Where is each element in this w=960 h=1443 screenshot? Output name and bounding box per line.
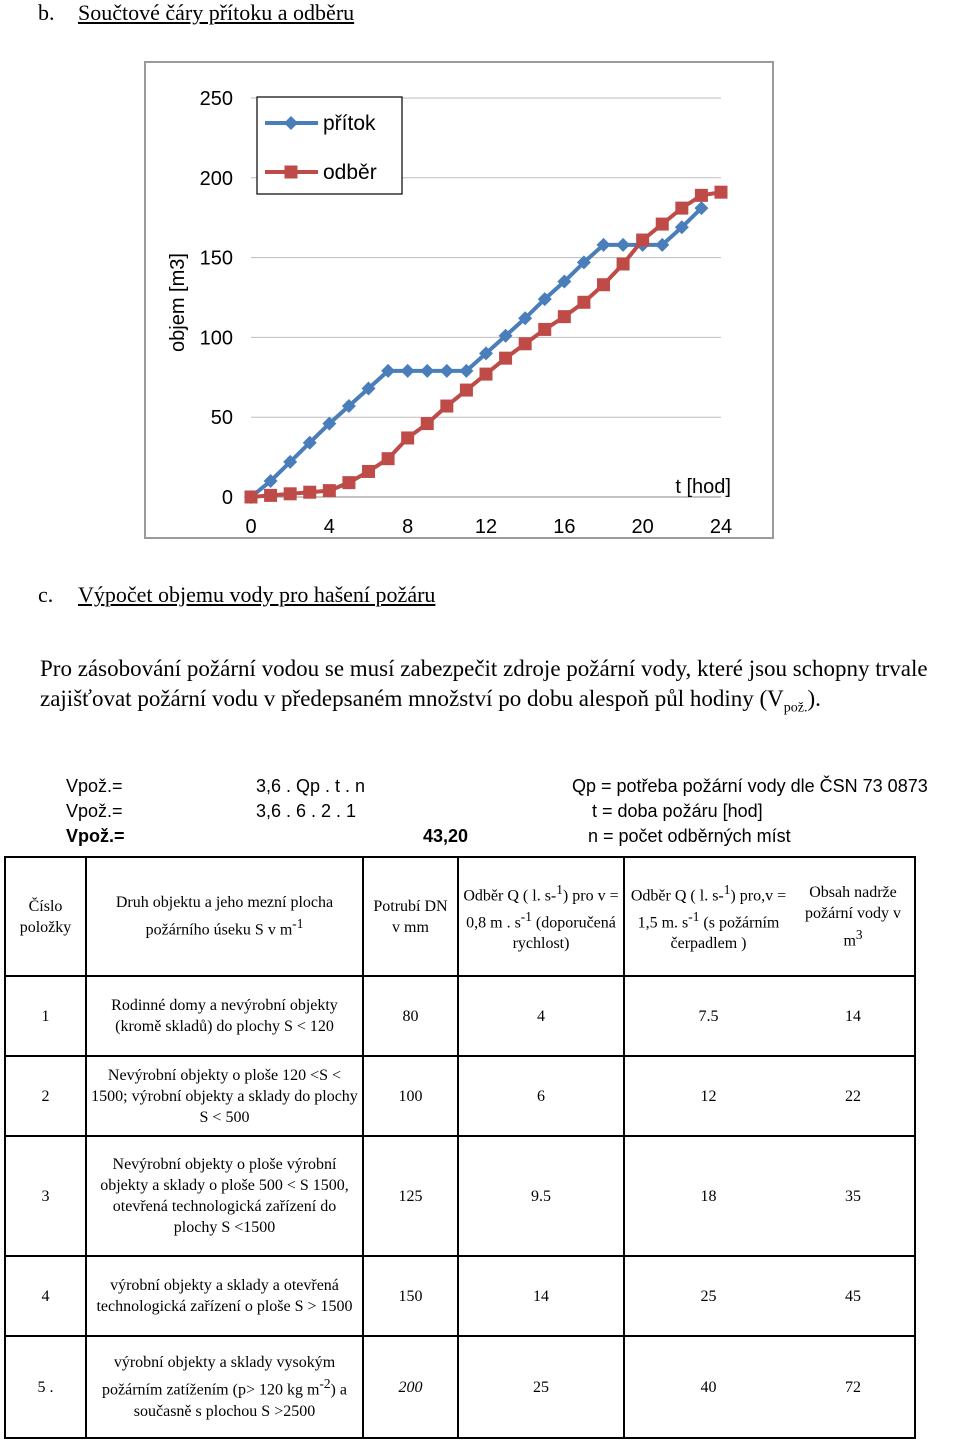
table-row (5, 1336, 915, 1438)
section-b-letter: b. (38, 0, 55, 25)
odber-point (695, 189, 708, 202)
pritok-point (401, 364, 415, 378)
row-dn: 150 (363, 1256, 458, 1336)
row-description: výrobní objekty a sklady a otevřená technologická zařízení o ploše S > 1500 (86, 1256, 363, 1336)
calc-legend-qp: Qp = potřeba požární vody dle ČSN 73 0873 (572, 776, 928, 796)
odber-point (362, 465, 375, 478)
odber-point (323, 484, 336, 497)
odber-point (284, 487, 297, 500)
table-row (5, 1056, 915, 1136)
odber-point (715, 186, 728, 199)
odber-point (264, 489, 277, 502)
calc-legend-t: t = doba požáru [hod] (592, 801, 763, 821)
odber-point (636, 234, 649, 247)
legend-odber-point (285, 166, 298, 179)
odber-point (440, 400, 453, 413)
row-description: Rodinné domy a nevýrobní objekty (kromě skladů) do plochy S < 120 (86, 976, 363, 1056)
calc-result: 43,20 (423, 826, 469, 846)
odber-line (251, 192, 721, 497)
calc-row1-label: Vpož.= (66, 776, 123, 796)
header-object-type: Druh objektu a jeho mezní plocha požárního úseku S v $m^{-1}$ (86, 857, 363, 976)
y-tick-label: 200 (199, 167, 233, 190)
row-flow-15: 25 (624, 1256, 792, 1336)
odber-point (421, 417, 434, 430)
row-dn: 125 (363, 1136, 458, 1256)
calc-row2-label: Vpož.= (66, 801, 123, 821)
row-volume: 35 (792, 1136, 915, 1256)
pritok-point (420, 364, 434, 378)
row-description: Nevýrobní objekty o ploše 120 <S < 1500; výrobní objekty a sklady do plochy S < 500 (86, 1056, 363, 1136)
row-volume: 14 (792, 976, 915, 1056)
x-tick-label: 0 (245, 516, 257, 537)
paragraph-end: ). (807, 686, 821, 711)
odber-point (303, 486, 316, 499)
odber-point (401, 431, 414, 444)
odber-point (499, 352, 512, 365)
x-axis-label: t [hod] (675, 476, 731, 498)
row-flow-08: 9.5 (458, 1136, 624, 1256)
row-number: 1 (5, 976, 86, 1056)
section-c-title: Výpočet objemu vody pro hašení požáru (78, 582, 436, 607)
table-row (5, 1256, 915, 1336)
odber-point (460, 384, 473, 397)
paragraph (40, 654, 950, 724)
odber-point (577, 296, 590, 309)
y-tick-label: 0 (221, 487, 233, 509)
pritok-point (616, 238, 630, 252)
calc-legend-n: n = počet odběrných míst (588, 826, 791, 846)
row-dn: 80 (363, 976, 458, 1056)
row-number: 4 (5, 1256, 86, 1336)
header-number: Číslo položky (5, 857, 86, 976)
odber-point (597, 278, 610, 291)
legend-pritok-label: přítok (323, 112, 376, 135)
table-row (5, 976, 915, 1056)
row-flow-15: 12 (624, 1056, 792, 1136)
row-dn: 200 (363, 1336, 458, 1438)
row-number: 5 . (5, 1336, 86, 1438)
pritok-point (440, 364, 454, 378)
y-tick-label: 150 (199, 247, 233, 270)
header-pipe-dn: Potrubí DN v mm (363, 857, 458, 976)
x-tick-label: 24 (709, 516, 733, 537)
y-tick-label: 100 (199, 327, 233, 350)
legend-odber-label: odběr (323, 161, 377, 184)
row-flow-15: 7.5 (624, 976, 792, 1056)
calc-row3-label: Vpož.= (66, 826, 125, 846)
row-description: Nevýrobní objekty o ploše výrobní objekty a sklady o ploše 500 < S 1500, otevřená technologická zařízení do plochy S <1500 (86, 1136, 363, 1256)
calc-row1-value: 3,6 . Qp . t . n (256, 776, 366, 796)
row-flow-15: 40 (624, 1336, 792, 1438)
header-flow-15: Odběr Q ( l. s-$^1$) pro,v = 1,5 m. $s^{-1}$ (s požárním čerpadlem ) (624, 857, 792, 976)
x-tick-label: 20 (631, 516, 654, 537)
odber-point (675, 202, 688, 215)
section-b-title: Součtové čáry přítoku a odběru (78, 0, 355, 25)
chart (146, 63, 772, 537)
row-flow-08: 14 (458, 1256, 624, 1336)
row-flow-08: 4 (458, 976, 624, 1056)
header-tank-volume: Obsah nadrže požární vody v $m^3$ (792, 857, 915, 976)
table-header-row (5, 857, 915, 976)
x-tick-label: 8 (402, 516, 414, 537)
odber-point (342, 476, 355, 489)
section-b-heading (38, 0, 354, 26)
row-flow-08: 6 (458, 1056, 624, 1136)
section-c-heading (38, 582, 435, 608)
x-tick-label: 16 (553, 516, 576, 537)
y-tick-label: 250 (199, 88, 233, 110)
row-dn: 100 (363, 1056, 458, 1136)
odber-point (480, 368, 493, 381)
paragraph-subscript: pož. (783, 700, 808, 716)
odber-point (617, 257, 630, 270)
odber-point (245, 491, 258, 504)
paragraph-text: Pro zásobování požární vodou se musí zabezpečit zdroje požární vody, které jsou schopny trvale zajišťovat požární vodu v předepsaném množství po dobu alespoň půl hodiny (V (40, 656, 928, 711)
row-number: 3 (5, 1136, 86, 1256)
section-c-letter: c. (38, 582, 54, 607)
y-axis-label: objem [m3] (167, 253, 189, 352)
odber-point (382, 452, 395, 465)
row-flow-08: 25 (458, 1336, 624, 1438)
chart-frame (144, 61, 774, 539)
odber-point (538, 323, 551, 336)
header-flow-08: Odběr Q ( l. s-$^1$) pro v = 0,8 m . $s^{-1}$ (doporučená rychlost) (458, 857, 624, 976)
row-flow-15: 18 (624, 1136, 792, 1256)
odber-point (558, 310, 571, 323)
row-volume: 22 (792, 1056, 915, 1136)
calc-row2-value: 3,6 . 6 . 2 . 1 (256, 801, 357, 821)
x-tick-label: 12 (474, 516, 498, 537)
x-tick-label: 4 (323, 516, 335, 537)
table-row (5, 1136, 915, 1256)
y-tick-label: 50 (210, 407, 233, 430)
row-number: 2 (5, 1056, 86, 1136)
row-description: výrobní objekty a sklady vysokým požárním zatížením (p> 120 kg $m^{-2}$) a současně s plochou S >2500 (86, 1336, 363, 1438)
odber-point (656, 218, 669, 231)
odber-point (519, 337, 532, 350)
row-volume: 45 (792, 1256, 915, 1336)
fire-water-table (4, 856, 916, 1439)
row-volume: 72 (792, 1336, 915, 1438)
